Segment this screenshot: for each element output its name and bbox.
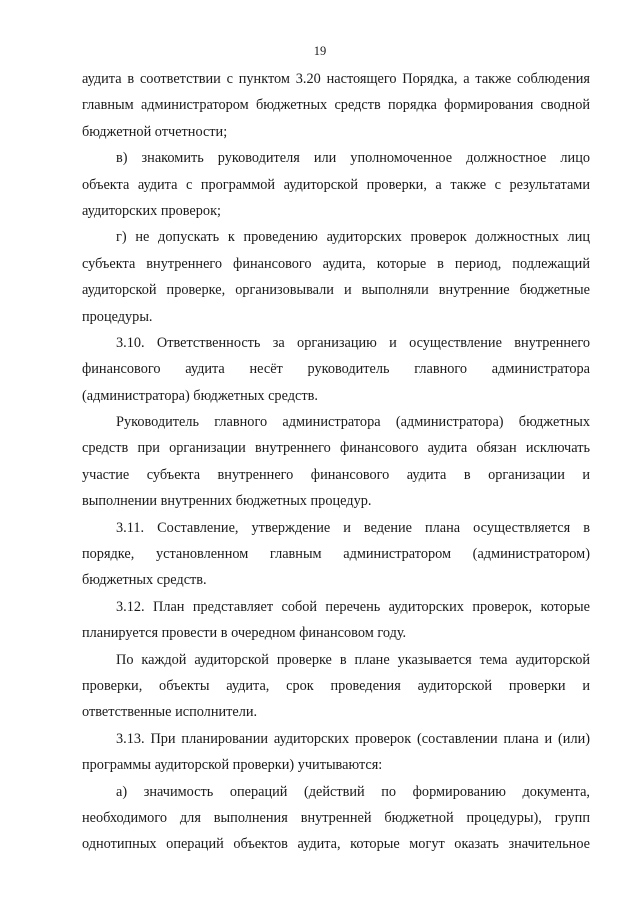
text-line: аудита в соответствии с пунктом 3.20 настоящего Порядка, а также соблюдения <box>82 71 590 87</box>
text-line: бюджетных средств. <box>82 572 207 589</box>
text-line: а) значимость операций (действий по формированию документа, <box>116 783 590 800</box>
text-line: порядке, установленном главным администратором (администратором) <box>82 546 590 563</box>
paragraph <box>82 66 590 145</box>
paragraph <box>82 779 590 858</box>
text-line: однотипных операций объектов аудита, которые могут оказать значительное <box>82 836 590 853</box>
text-line: планируется провести в очередном финансовом году. <box>82 625 407 642</box>
text-line: аудиторской проверке, организовывали и выполняли внутренние бюджетные <box>82 282 590 299</box>
text-line: средств при организации внутреннего финансового аудита обязан исключать <box>82 440 590 457</box>
text-line: аудиторских проверок; <box>82 202 221 219</box>
text-line: ответственные исполнители. <box>82 704 258 721</box>
paragraph <box>82 330 590 409</box>
paragraph <box>82 145 590 224</box>
text-line: Руководитель главного администратора (администратора) бюджетных <box>116 414 590 431</box>
text-line: необходимого для выполнения внутренней бюджетной процедуры), групп <box>82 809 590 826</box>
paragraph <box>82 409 590 515</box>
text-line: проверки, объекты аудита, срок проведения аудиторской проверки и <box>82 677 590 694</box>
paragraph <box>82 515 590 594</box>
text-line: г) не допускать к проведению аудиторских проверок должностных лиц <box>116 229 590 246</box>
text-line: субъекта внутреннего финансового аудита, которые в период, подлежащий <box>82 255 590 272</box>
text-line: 3.10. Ответственность за организацию и осуществление внутреннего <box>116 334 590 351</box>
text-line: бюджетной отчетности; <box>82 123 228 140</box>
paragraph <box>82 726 590 779</box>
text-line: программы аудиторской проверки) учитываются: <box>82 757 383 774</box>
text-line: По каждой аудиторской проверке в плане указывается тема аудиторской <box>116 651 590 668</box>
page-number: 19 <box>313 44 327 58</box>
text-line: объекта аудита с программой аудиторской проверки, а также с результатами <box>82 176 590 193</box>
text-line: 3.12. План представляет собой перечень аудиторских проверок, которые <box>116 598 590 615</box>
text-line: (администратора) бюджетных средств. <box>82 387 318 404</box>
text-line: 3.13. При планировании аудиторских проверок (составлении плана и (или) <box>116 730 590 747</box>
text-line: 3.11. Составление, утверждение и ведение плана осуществляется в <box>116 519 590 536</box>
document-body <box>82 66 590 858</box>
paragraph <box>82 224 590 330</box>
text-line: процедуры. <box>82 308 153 325</box>
text-line: участие субъекта внутреннего финансового аудита в организации и <box>82 466 590 483</box>
text-line: выполнении внутренних бюджетных процедур. <box>82 493 372 510</box>
text-line: финансового аудита несёт руководитель главного администратора <box>82 361 590 378</box>
text-line: в) знакомить руководителя или уполномоченное должностное лицо <box>116 150 590 167</box>
paragraph <box>82 594 590 647</box>
text-line: главным администратором бюджетных средств порядка формирования сводной <box>82 97 590 114</box>
paragraph <box>82 647 590 726</box>
